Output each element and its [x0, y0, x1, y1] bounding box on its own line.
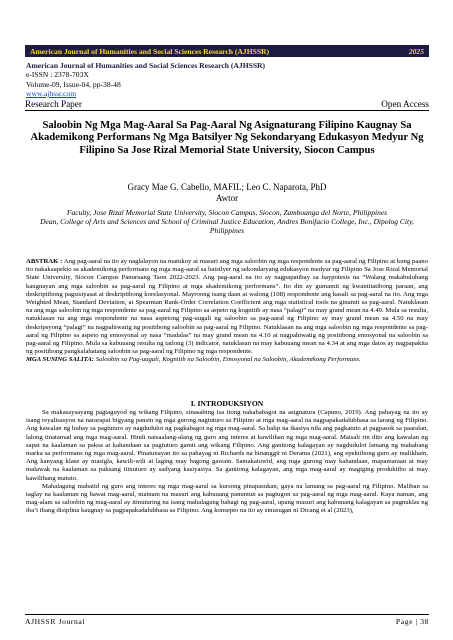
article-type-bar	[25, 99, 429, 111]
keywords-text: Saloobin sa Pag-uugali, Kognitib na Saloobin, Emosyonal na Saloobin, Akademikong Performans.	[95, 356, 361, 364]
keywords-label: MGA SUSING SALITA:	[26, 356, 95, 364]
access-type: Open Access	[381, 99, 429, 109]
volume-info: Volume-09, Issue-04, pp-38-48	[26, 79, 121, 89]
affiliation-1: Faculty, Jose Rizal Memorial State University, Siocon Campus, Siocon, Zamboanga del Norte, Philippines	[66, 208, 388, 217]
paper-title: Saloobin Ng Mga Mag-Aaral Sa Pag-Aaral Ng Asignaturang Filipino Kaugnay Sa Akademikong Performans Ng Mga Batsilyer Ng Sekondaryang Edukasyon Medyur Ng Filipino Sa Jose Rizal Memorial State University, Siocon Campus	[30, 120, 424, 156]
eissn: e-ISSN : 2378-703X	[26, 70, 89, 80]
article-type: Research Paper	[25, 99, 82, 109]
authors-block	[25, 182, 429, 204]
affiliation-2: Dean, College of Arts and Sciences and School of Criminal Justice Education, Andres Bonifacio College, Inc., Dipolog City, Philippines	[40, 217, 414, 235]
section-heading: I. INTRODUKSIYON	[190, 399, 264, 408]
author-names: Gracy Mae G. Cabello, MAFIL; Leo C. Naparota, PhD	[127, 182, 327, 192]
footer-journal: AJHSSR Journal	[25, 617, 86, 626]
journal-url-link[interactable]: www.ajhssr.com	[26, 88, 77, 98]
journal-header-title: American Journal of Humanities and Social Sciences Research (AJHSSR)	[30, 46, 270, 56]
page-number: Page | 38	[395, 617, 429, 626]
abstract	[26, 258, 428, 365]
journal-header-bar	[25, 45, 429, 57]
abstract-label: ABSTRAK :	[26, 258, 63, 265]
page-footer	[25, 614, 429, 626]
body-text	[26, 409, 428, 516]
keywords	[26, 356, 428, 364]
journal-name: American Journal of Humanities and Social Sciences Research (AJHSSR)	[26, 61, 266, 70]
author-label: Awtor	[215, 193, 239, 203]
journal-header-year: 2025	[408, 46, 424, 56]
journal-meta	[26, 61, 428, 98]
paragraph: Sa makasaysayang pagtaguyod ng wikang Filipino, sinasabing isa itong nakababagot na asignatura (Capuno, 2019). Ang pahayag na ito ay isang reyalisasyon na nararapat bigyang pansin ng mga gurong nagtuturo sa Filipino at mga mag-aaral na nagpapakadalubhasa sa larang ng Filipino. Ang kawalan ng buhay sa pagtuturo ay nagdudulot ng pagkabagot ng mga mag-aaral. Sa halip na ikasiya nila ang pagkatuto at pagpasok sa paaralan, lalong tinatamad ang mga mag-aaral. Hindi naisaalang-alang ng guro ang interes at kawilihan ng mga mag-aaral. Maisali rin dito ang kawalan ng sapat na kaalaman sa paksa at kahandaan sa pagtuturo gamit ang wikang Filipino. Ang ganitong kalagayan ay nagdudulot lamang ng mahabang marka sa performans ng mga mag-aaral. Pinatunayan ito sa pahayag ni Richards na binanggit ni Derama (2021), ang epektibong guro ay malikhain. Ang kanyang klase ay masigla, kawili-wili at laging may bagong gawain. Samakatuwid, ang mga gurong may kahandaan, mapamaraan at may malawak na kaalaman sa paksang itinuturo ay sadyang kasiyasiya. Sa ganitong kalagayan, ang mga mag-aaral ay magiging produktibo at may kawilihang matuto.	[26, 409, 428, 482]
abstract-text: Ang pag-aaral na ito ay naglalayon na matukoy at masuri ang mga saloobin ng mga respondente sa pag-aaral ng Filipino at kung paano ito nakakaapekto sa akademikong performans ng mga mag-aaral sa batsilyer ng sekondaryang edukasyon medyur ng Filipino Sa Jose Rizal Memorial State University, Siocon Campus Panuruang Taon 2022-2023. Ang pag-aaral na ito ay nagpapatibay sa haypotesis na “Walang makabuluhang kaugnayan ang mga saloobin sa pag-aaral ng Filipino at mga akademikong performans”. Ito din ay gumamit ng kwantitatibong paraan, ang deskriptibong pagsisiyasat at deskriptibong korelasyonal. Mayroong isang daan at walong (108) respondente ang kasali sa pag-aaral na ito. Ang mga Weighted Mean, Standard Deviation, at Spearman Rank-Order Correlation Coefficient ang mga statistical tools na ginamit sa pag-aaral. Natuklasan na ang mga saloobin ng mga respondente sa pag-aaral ng Filipino sa aspeto ng kognitib ay nasa “palagi” na may grand mean na 4.49. Mula sa resulta, natuklasan na ang mga respondente na nasa aspetong pag-uugali ng saloobin sa pag-aaral ng Filipino ay may grand mean na 4.50 na may deskripsyong “palagi” na nagpahiwatig ng positibong saloobin sa pag-aaral ng Filipino. Natuklasan na ang mga saloobin ng mga respondente sa pag-aaral ng Filipino sa aspeto ng emosyonal ay nasa “madalas” na may grand mean na 4.10 at nagpahiwatig ng positibong emosyonal na saloobin sa pag-aaral ng Filipino. Mula sa kabuuang resulta ng tatlong (3) indicator, natuklasan na may kabuuang mean na 4.34 at ang mga datos ay nagpapakita ng positibong pangkalahatang saloobin sa pag-aaral ng Filipino ng mga respondente.	[26, 258, 428, 356]
affiliations	[25, 208, 429, 235]
paragraph: Mahalagang mabatid ng guro ang interes ng mga mag-aaral sa kursong pinapasukan, gaya na lamang sa pag-aaral ng Filipino. Maliban sa taglay na kaalaman ng bawat mag-aaral, mainam na masuri ang kabuuang panuntun sa pagtugon sa pag-aaral ng mga mag-aaral. Kaya naman, ang mag-alam sa saloobin ng mag-aaral ay itinuturing na isang mahalagang bahagi ng pag-aaral, upang masuri ang kabuuang kalagayan sa pagnuklas ng iba’t ibang disiplina kaugnay sa pagpapakadalubhasa sa Filipino. Ang konsepto na ito ay sinusugan ni Dicang et al (2023),	[26, 482, 428, 515]
